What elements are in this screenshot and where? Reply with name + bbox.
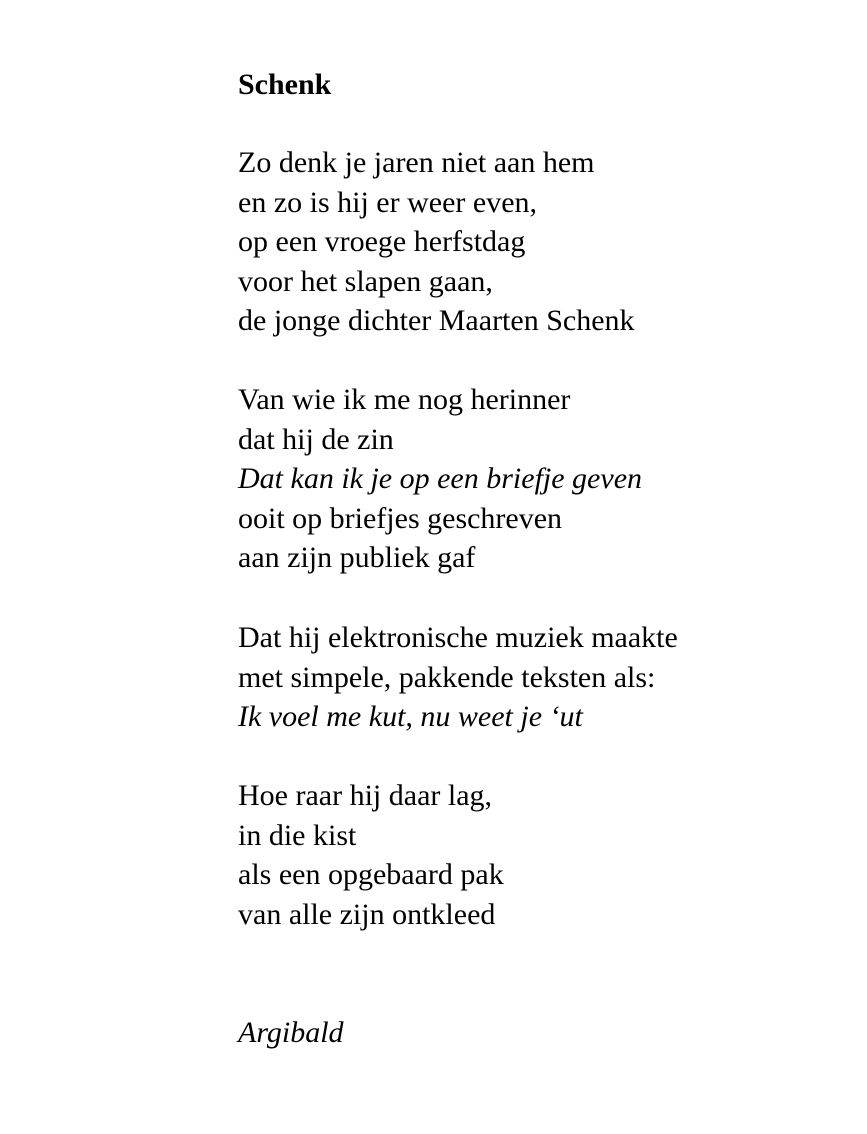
poem-line: Dat hij elektronische muziek maakte (238, 621, 678, 654)
author-signature: Argibald (238, 1016, 344, 1049)
poem-line: Hoe raar hij daar lag, (238, 779, 493, 812)
poem-line: Van wie ik me nog herinner (238, 383, 571, 416)
poem-line: op een vroege herfstdag (238, 225, 526, 258)
poem-line: Zo denk je jaren niet aan hem (238, 146, 595, 179)
stanza-3 (238, 618, 678, 737)
poem-line: met simpele, pakkende teksten als: (238, 660, 656, 694)
stanza-4 (238, 776, 504, 934)
poem-title: Schenk (238, 68, 332, 101)
poem-line: dat hij de zin (238, 422, 394, 456)
stanza-2 (238, 380, 642, 578)
poem-line: voor het slapen gaan, (238, 264, 493, 298)
poem-line: de jonge dichter Maarten Schenk (238, 304, 635, 337)
poem-line-quote: Dat kan ik je op een briefje geven (238, 462, 643, 495)
poem-line: als een opgebaard pak (238, 858, 504, 891)
poem-line-quote: Ik voel me kut, nu weet je ‘ut (238, 700, 583, 733)
poem-line: ooit op briefjes geschreven (238, 501, 563, 535)
stanza-1 (238, 143, 635, 341)
poem-line: van alle zijn ontkleed (238, 897, 496, 931)
poem-line: in die kist (238, 818, 357, 852)
poem-line: en zo is hij er weer even, (238, 185, 538, 219)
poem-line: aan zijn publiek gaf (238, 541, 476, 574)
